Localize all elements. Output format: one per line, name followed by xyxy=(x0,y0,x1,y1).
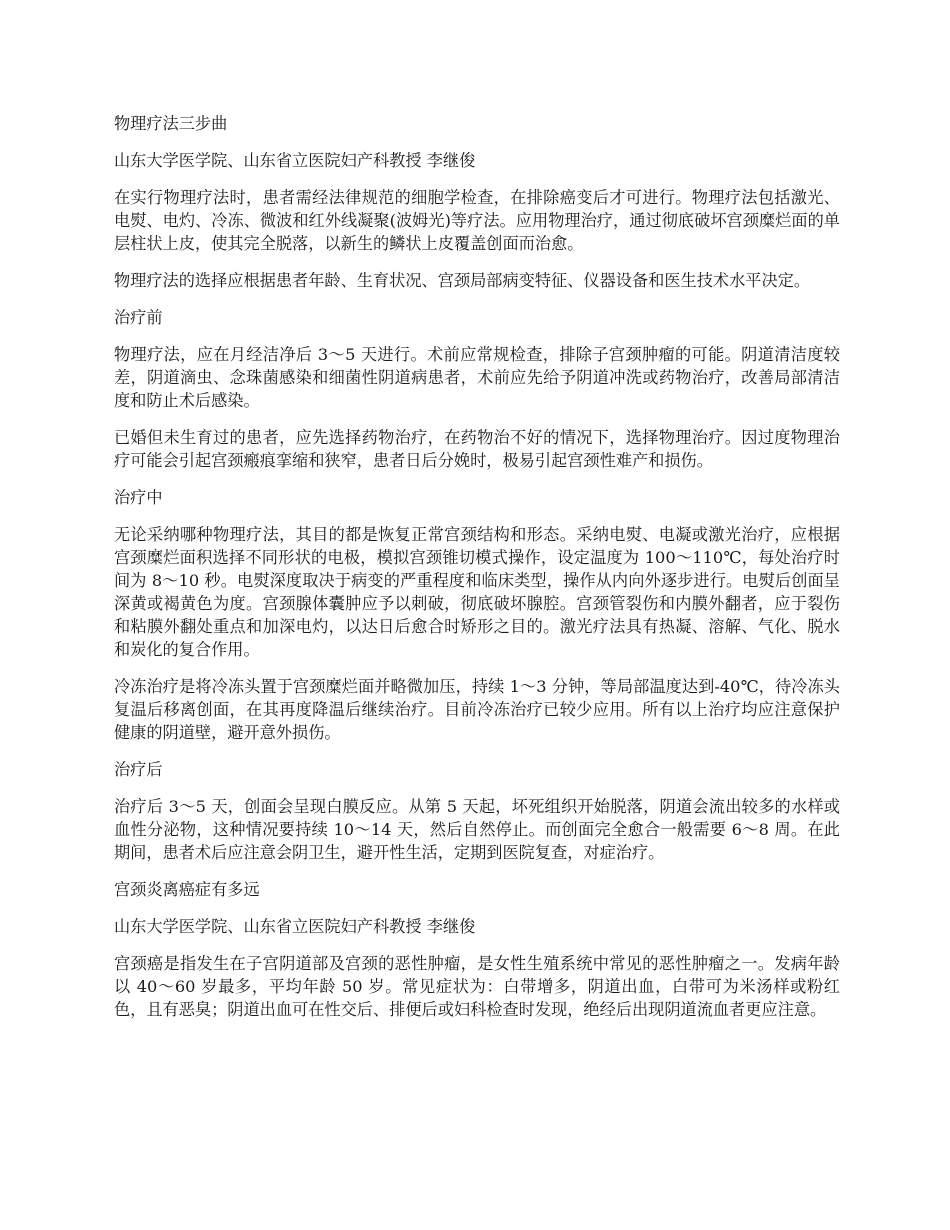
paragraph: 治疗后 3～5 天，创面会呈现白膜反应。从第 5 天起，坏死组织开始脱落，阴道会流出较多的水样或血性分泌物，这种情况要持续 10～14 天，然后自然停止。而创面完全愈合一般需要 6～8 周。在此期间，患者术后应注意会阴卫生，避开性生活，定期到医院复查，对症治疗。 xyxy=(114,797,840,862)
paragraph: 冷冻治疗是将冷冻头置于宫颈糜烂面并略微加压，持续 1～3 分钟，等局部温度达到-40℃，待冷冻头复温后移离创面，在其再度降温后继续治疗。目前冷冻治疗已较少应用。所有以上治疗均应注意保护健康的阴道壁，避开意外损伤。 xyxy=(114,677,840,742)
author-byline: 山东大学医学院、山东省立医院妇产科教授 李继俊 xyxy=(114,917,476,936)
paragraph: 物理疗法的选择应根据患者年龄、生育状况、宫颈局部病变特征、仪器设备和医生技术水平决定。 xyxy=(114,271,811,290)
subsection-title: 治疗后 xyxy=(114,760,163,779)
paragraph: 在实行物理疗法时，患者需经法律规范的细胞学检查，在排除癌变后才可进行。物理疗法包括激光、电熨、电灼、冷冻、微波和红外线凝聚(波姆光)等疗法。应用物理治疗，通过彻底破坏宫颈糜烂面的单层柱状上皮，使其完全脱落，以新生的鳞状上皮覆盖创面而治愈。 xyxy=(114,188,840,253)
subsection-title: 治疗前 xyxy=(114,308,163,327)
subsection-title: 治疗中 xyxy=(114,488,163,507)
author-byline: 山东大学医学院、山东省立医院妇产科教授 李继俊 xyxy=(114,151,476,170)
section-title: 宫颈炎离癌症有多远 xyxy=(114,880,260,899)
paragraph: 无论采纳哪种物理疗法，其目的都是恢复正常宫颈结构和形态。采纳电熨、电凝或激光治疗，应根据宫颈糜烂面积选择不同形状的电极，模拟宫颈锥切模式操作，设定温度为 100～110℃，每处治疗时间为 8～10 秒。电熨深度取决于病变的严重程度和临床类型，操作从内向外逐步进行。电熨后创面呈深黄或褐黄色为度。宫颈腺体囊肿应予以刺破，彻底破坏腺腔。宫颈管裂伤和内膜外翻者，应于裂伤和粘膜外翻处重点和加深电灼，以达日后愈合时矫形之目的。激光疗法具有热凝、溶解、气化、脱水和炭化的复合作用。 xyxy=(114,525,840,659)
section-title: 物理疗法三步曲 xyxy=(114,114,228,133)
paragraph: 已婚但未生育过的患者，应先选择药物治疗，在药物治不好的情况下，选择物理治疗。因过度物理治疗可能会引起宫颈瘢痕挛缩和狭窄，患者日后分娩时，极易引起宫颈性难产和损伤。 xyxy=(114,428,840,470)
paragraph: 物理疗法，应在月经洁净后 3～5 天进行。术前应常规检查，排除子宫颈肿瘤的可能。阴道清洁度较差，阴道滴虫、念珠菌感染和细菌性阴道病患者，术前应先给予阴道冲洗或药物治疗，改善局部清洁度和防止术后感染。 xyxy=(114,345,840,410)
document-page xyxy=(114,112,840,1035)
paragraph: 宫颈癌是指发生在子宫阴道部及宫颈的恶性肿瘤，是女性生殖系统中常见的恶性肿瘤之一。发病年龄以 40～60 岁最多，平均年龄 50 岁。常见症状为：白带增多，阴道出血，白带可为米汤样或粉红色，且有恶臭；阴道出血可在性交后、排便后或妇科检查时发现，绝经后出现阴道流血者更应注意。 xyxy=(114,954,840,1019)
